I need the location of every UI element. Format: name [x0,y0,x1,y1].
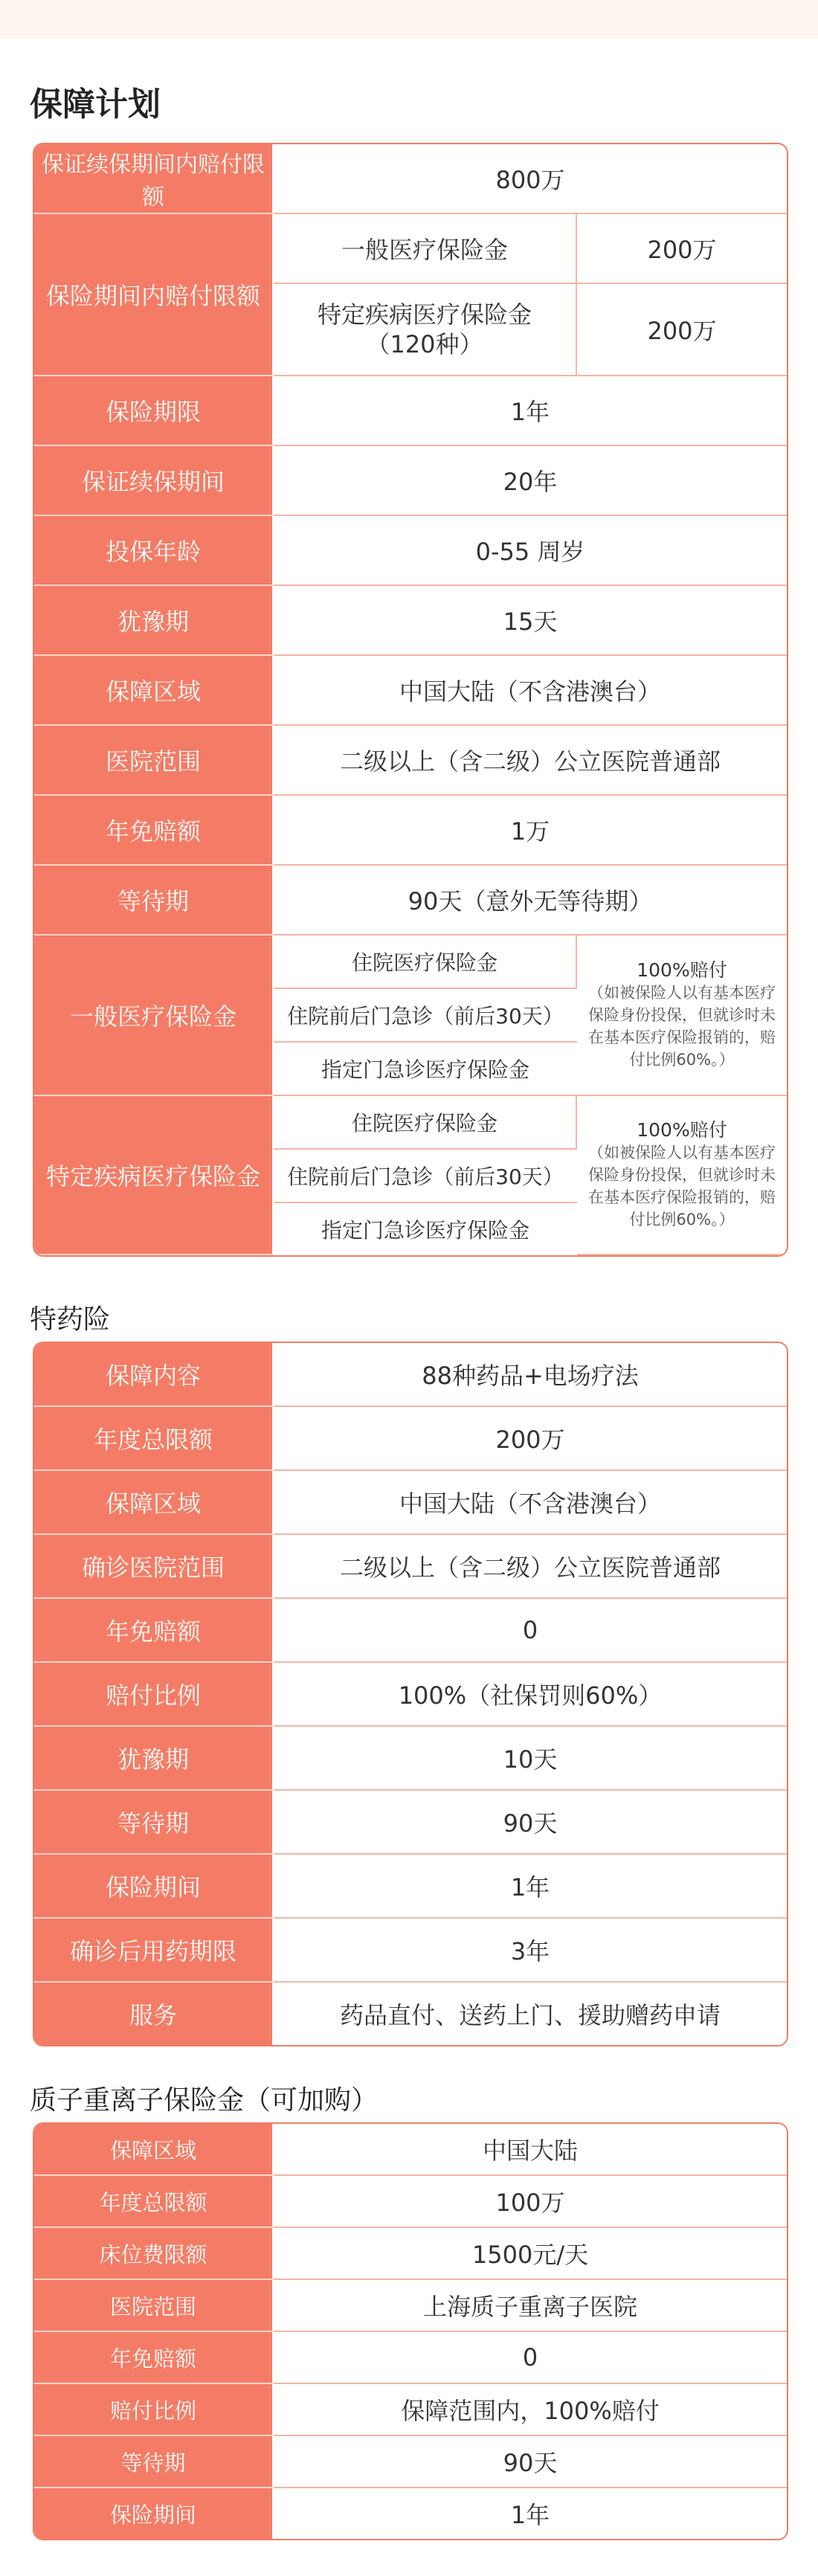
row-value: 88种药品+电场疗法 [274,1343,787,1407]
row-value: 0 [274,1599,787,1663]
row-label: 一般医疗保险金 [34,936,274,1096]
payout-rate: 100%赔付 [637,1119,727,1141]
sub-item: 一般医疗保险金 [274,214,577,284]
table-row [34,2228,787,2280]
sub-item: 住院医疗保险金 [274,936,577,989]
proton-table [33,2122,788,2540]
table-row [34,144,787,214]
row-label: 保障区域 [34,2124,274,2176]
table-row [34,376,787,446]
row-value: 1年 [274,2488,787,2539]
row-label: 服务 [34,1983,274,2045]
sub-item: 指定门急诊医疗保险金 [274,1203,577,1255]
row-value: 中国大陆 [274,2124,787,2176]
row-label: 赔付比例 [34,1663,274,1727]
sub-item: 住院医疗保险金 [274,1096,577,1150]
row-label: 投保年龄 [34,516,274,586]
row-value: 0 [274,2332,787,2384]
row-value: 200万 [274,1407,787,1471]
proton-title: 质子重离子保险金（可加购） [30,2085,379,2116]
row-value: 3年 [274,1919,787,1983]
row-label: 床位费限额 [34,2228,274,2280]
row-value: 90天（意外无等待期） [274,866,787,936]
table-row [34,726,787,796]
row-label: 犹豫期 [34,586,274,656]
table-row [34,1663,787,1727]
sub-value: 200万 [577,284,787,376]
row-label: 保障内容 [34,1343,274,1407]
row-value: 0-55 周岁 [274,516,787,586]
table-row [34,1983,787,2045]
sub-item: 住院前后门急诊（前后30天） [274,989,577,1043]
payout-note [577,936,787,1096]
drug-title: 特药险 [30,1304,111,1335]
row-value: 90天 [274,1791,787,1855]
table-row [34,1535,787,1599]
row-value: 800万 [274,144,787,214]
table-row [34,2488,787,2539]
table-row [34,1343,787,1407]
row-label: 保险期间 [34,2488,274,2539]
row-value: 1500元/天 [274,2228,787,2280]
table-row [34,2436,787,2488]
row-label: 保险期限 [34,376,274,446]
row-label: 保障区域 [34,1471,274,1535]
row-value: 中国大陆（不含港澳台） [274,1471,787,1535]
row-label: 医院范围 [34,726,274,796]
table-row [34,936,787,989]
table-row [34,1855,787,1919]
plan-table [33,143,788,1257]
sub-item: 指定门急诊医疗保险金 [274,1043,577,1096]
row-label: 保险期间内赔付限额 [34,214,274,376]
row-label: 确诊后用药期限 [34,1919,274,1983]
row-value: 中国大陆（不含港澳台） [274,656,787,726]
table-row [34,1471,787,1535]
row-value: 100万 [274,2176,787,2228]
row-value: 1年 [274,1855,787,1919]
table-row [34,2332,787,2384]
table-row [34,1791,787,1855]
table-row [34,2384,787,2436]
row-value: 100%（社保罚则60%） [274,1663,787,1727]
table-row [34,1919,787,1983]
row-value: 1年 [274,376,787,446]
row-label: 年度总限额 [34,2176,274,2228]
row-value: 20年 [274,446,787,516]
sub-value: 200万 [577,214,787,284]
table-row [34,1727,787,1791]
row-value: 药品直付、送药上门、援助赠药申请 [274,1983,787,2045]
table-row [34,586,787,656]
table-row [34,2124,787,2176]
row-value: 保障范围内，100%赔付 [274,2384,787,2436]
row-label: 保证续保期间 [34,446,274,516]
sub-item: 特定疾病医疗保险金（120种） [274,284,577,376]
row-label: 特定疾病医疗保险金 [34,1096,274,1255]
table-row [34,1407,787,1471]
table-row [34,214,787,284]
row-label: 确诊医院范围 [34,1535,274,1599]
row-value: 上海质子重离子医院 [274,2280,787,2332]
row-label: 保障区域 [34,656,274,726]
row-label: 年免赔额 [34,1599,274,1663]
row-label: 犹豫期 [34,1727,274,1791]
row-value: 1万 [274,796,787,866]
payout-note [577,1096,787,1255]
table-row [34,1599,787,1663]
row-label: 保证续保期间内赔付限额 [34,144,274,214]
payout-rate: 100%赔付 [637,959,727,981]
row-label: 年度总限额 [34,1407,274,1471]
row-value: 90天 [274,2436,787,2488]
drug-table [33,1342,788,2047]
top-band [0,0,818,39]
row-label: 医院范围 [34,2280,274,2332]
row-value: 15天 [274,586,787,656]
row-value: 10天 [274,1727,787,1791]
payout-note-text: （如被保险人以有基本医疗保险身份投保，但就诊时未在基本医疗保险报销的，赔付比例60%。） [588,1144,776,1229]
row-label: 年免赔额 [34,2332,274,2384]
table-row [34,446,787,516]
table-row [34,1096,787,1150]
table-row [34,656,787,726]
table-row [34,2176,787,2228]
row-label: 年免赔额 [34,796,274,866]
row-value: 二级以上（含二级）公立医院普通部 [274,726,787,796]
payout-note-text: （如被保险人以有基本医疗保险身份投保，但就诊时未在基本医疗保险报销的，赔付比例60%。） [588,984,776,1069]
sub-item: 住院前后门急诊（前后30天） [274,1150,577,1203]
row-value: 二级以上（含二级）公立医院普通部 [274,1535,787,1599]
row-label: 保险期间 [34,1855,274,1919]
table-row [34,866,787,936]
table-row [34,516,787,586]
row-label: 等待期 [34,1791,274,1855]
plan-title: 保障计划 [30,86,161,123]
row-label: 等待期 [34,2436,274,2488]
table-row [34,796,787,866]
table-row [34,2280,787,2332]
row-label: 等待期 [34,866,274,936]
row-label: 赔付比例 [34,2384,274,2436]
